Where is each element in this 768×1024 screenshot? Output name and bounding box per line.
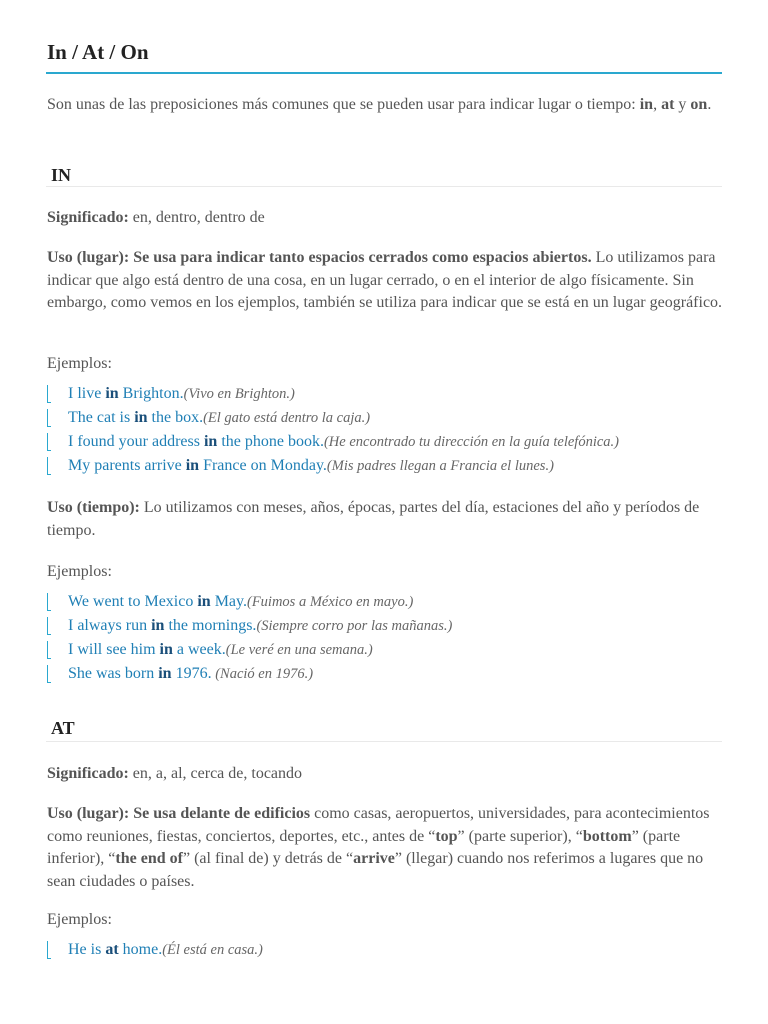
quote-bar — [47, 409, 51, 427]
example-english: the phone book. — [217, 433, 324, 450]
example-english: He is — [68, 941, 106, 958]
example-preposition: in — [151, 617, 165, 634]
in-time-examples — [47, 591, 452, 687]
quote-bar — [47, 617, 51, 635]
intro-keyword-at: at — [661, 96, 675, 113]
intro-paragraph — [47, 94, 727, 117]
usage-text: como casas, aeropuertos, universidades, para acontecimientos como reuniones, fiestas, conciertos, deportes, etc., antes de “ — [47, 805, 710, 845]
intro-sep: , — [653, 96, 662, 113]
keyword-top: top — [435, 827, 458, 845]
usage-label: Uso (lugar): — [47, 805, 130, 822]
example-english: We went to Mexico — [68, 593, 198, 610]
example-english: the mornings. — [164, 617, 257, 634]
quote-bar — [47, 641, 51, 659]
example-english: May. — [210, 593, 247, 610]
example-preposition: in — [105, 385, 119, 402]
example-preposition: in — [197, 593, 211, 610]
section-heading-at: AT — [51, 718, 75, 738]
example-item — [47, 639, 452, 663]
example-translation: (Nació en 1976.) — [211, 666, 314, 682]
quote-bar — [47, 433, 51, 451]
examples-label: Ejemplos: — [47, 911, 112, 928]
example-translation: (Fuimos a México en mayo.) — [246, 594, 414, 610]
example-preposition: in — [159, 641, 173, 658]
example-preposition: in — [185, 457, 200, 474]
page-title: In / At / On — [47, 40, 149, 64]
example-preposition: in — [134, 409, 148, 426]
in-meaning — [47, 207, 727, 230]
example-translation: (He encontrado tu dirección en la guía telefónica.) — [323, 434, 619, 450]
example-english: home. — [118, 941, 163, 958]
usage-text: ” (al final de) y detrás de “ — [182, 850, 354, 867]
example-english: I found your address — [68, 433, 204, 450]
usage-text: Lo utilizamos con meses, años, épocas, partes del día, estaciones del año y períodos de tiempo. — [47, 499, 700, 539]
in-place-usage — [47, 247, 727, 315]
example-english: I live — [68, 385, 106, 402]
example-item — [47, 431, 619, 455]
usage-text: Lo utilizamos para indicar que algo está dentro de una cosa, en un lugar cerrado, o en el interior de algo físicamente. Sin embargo, como vemos en los ejemplos, también se utiliza para indicar que se está en un lugar geográfico. — [47, 249, 723, 311]
example-english: I always run — [68, 617, 152, 634]
meaning-label: Significado: — [47, 765, 129, 782]
example-item — [47, 663, 452, 687]
example-english: a week. — [172, 641, 226, 658]
example-english: The cat is — [68, 409, 135, 426]
meaning-text: en, a, al, cerca de, tocando — [128, 765, 303, 782]
example-preposition: at — [105, 941, 119, 958]
examples-label: Ejemplos: — [47, 563, 112, 580]
keyword-arrive: arrive — [353, 850, 395, 867]
quote-bar — [47, 593, 51, 611]
intro-keyword-in: in — [639, 96, 654, 113]
usage-emphasis: Se usa delante de edificios — [129, 805, 311, 822]
example-item — [47, 591, 452, 615]
quote-bar — [47, 385, 51, 403]
intro-keyword-on: on — [690, 96, 708, 113]
keyword-the-end-of: the end of — [115, 850, 183, 867]
intro-sep: y — [674, 96, 691, 113]
meaning-text: en, dentro, dentro de — [128, 209, 265, 226]
in-place-examples — [47, 383, 619, 479]
quote-bar — [47, 457, 51, 475]
meaning-label: Significado: — [47, 209, 129, 226]
examples-label: Ejemplos: — [47, 355, 112, 372]
example-english: France on Monday. — [199, 457, 327, 474]
example-item — [47, 615, 452, 639]
keyword-bottom: bottom — [582, 827, 632, 845]
usage-label: Uso (tiempo): — [47, 499, 140, 516]
example-item — [47, 407, 619, 431]
example-english: Brighton. — [118, 385, 184, 402]
title-divider — [46, 72, 722, 74]
example-english: the box. — [147, 409, 204, 426]
example-translation: (Él está en casa.) — [162, 942, 263, 958]
usage-emphasis: Se usa para indicar tanto espacios cerrados como espacios abiertos. — [129, 249, 592, 266]
usage-text: ” (parte superior), “ — [457, 827, 583, 845]
example-english: I will see him — [68, 641, 160, 658]
example-english: My parents arrive — [68, 457, 186, 474]
usage-text: ” (parte inferior), “ — [47, 827, 681, 867]
intro-end: . — [707, 96, 712, 113]
at-place-examples — [47, 939, 263, 963]
in-time-usage — [47, 497, 727, 542]
example-item — [47, 383, 619, 407]
at-place-usage — [47, 803, 727, 893]
at-meaning — [47, 763, 727, 786]
example-translation: (Mis padres llegan a Francia el lunes.) — [326, 458, 554, 474]
quote-bar — [47, 941, 51, 959]
example-item — [47, 939, 263, 963]
section-divider — [46, 186, 722, 187]
example-translation: (Le veré en una semana.) — [225, 642, 373, 658]
usage-text: ” (llegar) cuando nos referimos a lugares que no sean ciudades o países. — [47, 850, 704, 890]
example-english: 1976. — [171, 665, 212, 682]
quote-bar — [47, 665, 51, 683]
section-heading-in: IN — [51, 165, 72, 185]
example-preposition: in — [203, 433, 218, 450]
example-translation: (El gato está dentro la caja.) — [203, 410, 371, 426]
example-english: She was born — [68, 665, 159, 682]
section-divider — [46, 741, 722, 742]
example-item — [47, 455, 619, 479]
example-preposition: in — [158, 665, 172, 682]
example-translation: (Siempre corro por las mañanas.) — [256, 618, 453, 634]
intro-text: Son unas de las preposiciones más comunes que se pueden usar para indicar lugar o tiempo: — [47, 96, 640, 113]
usage-label: Uso (lugar): — [47, 249, 130, 266]
example-translation: (Vivo en Brighton.) — [183, 386, 295, 402]
